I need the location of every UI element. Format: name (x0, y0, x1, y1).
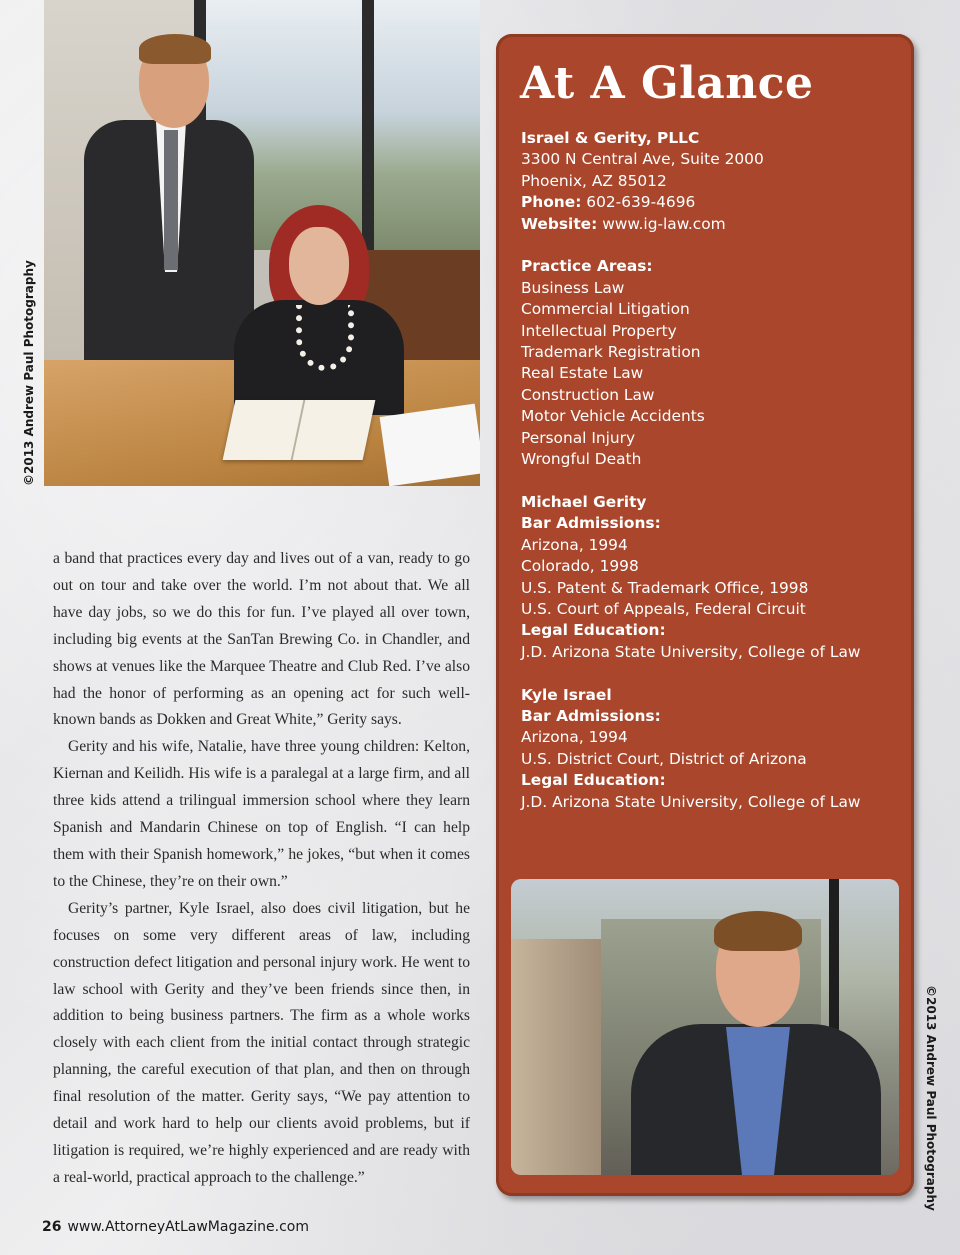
legal-education: J.D. Arizona State University, College of Law (521, 642, 861, 661)
bar-admissions-heading: Bar Admissions: (521, 514, 661, 533)
article-paragraph: Gerity and his wife, Natalie, have three young children: Kelton, Kiernan and Keilidh. His wife is a paralegal at a large firm, and all three kids attend a trilingual immersion school where they learn Spanish and Mandarin Chinese on top of English. “I can help them with their Spanish homework,” he jokes, “but when it comes to the Chinese, they’re on their own.” (53, 738, 470, 890)
attorney-name: Kyle Israel (521, 685, 612, 704)
address-line: 3300 N Central Ave, Suite 2000 (521, 150, 764, 169)
footer-website: www.AttorneyAtLawMagazine.com (67, 1219, 310, 1235)
attorney-name: Michael Gerity (521, 492, 647, 511)
bar-admission: U.S. District Court, District of Arizona (521, 749, 807, 768)
bar-admission: Arizona, 1994 (521, 728, 628, 747)
website-label: Website: (521, 214, 598, 233)
practice-area: Motor Vehicle Accidents (521, 407, 705, 426)
bar-admission: Colorado, 1998 (521, 557, 639, 576)
phone-label: Phone: (521, 193, 582, 212)
man-portrait-figure (631, 909, 881, 1175)
kyle-israel-photo (511, 879, 899, 1175)
phone-line (521, 192, 911, 213)
address-line: Phoenix, AZ 85012 (521, 171, 667, 190)
practice-area: Commercial Litigation (521, 300, 690, 319)
practice-areas-heading: Practice Areas: (521, 257, 653, 276)
article-paragraph: a band that practices every day and lives out of a van, ready to go out on tour and take over the world. I’m not about that. We all have day jobs, so we do this for fun. I’ve played all over town, including big events at the SanTan Brewing Co. in Chandler, and shows at venues like the Marquee Theatre and Club Red. I’ve also had the honor of performing as an opening act for such well-known bands as Dokken and Great White,” Gerity says. (53, 550, 470, 729)
practice-area: Intellectual Property (521, 321, 677, 340)
page-footer (42, 1219, 309, 1235)
photo-credit-bottom: ©2013 Andrew Paul Photography (924, 985, 938, 1211)
building-facade (511, 939, 603, 1175)
practice-area: Business Law (521, 278, 625, 297)
photo-credit-top: ©2013 Andrew Paul Photography (22, 260, 36, 486)
standing-man-figure (84, 40, 254, 400)
practice-area: Trademark Registration (521, 343, 701, 362)
legal-education-heading: Legal Education: (521, 771, 666, 790)
website-line (521, 214, 911, 235)
bar-admission: Arizona, 1994 (521, 535, 628, 554)
partners-photo (44, 0, 480, 486)
legal-education-heading: Legal Education: (521, 621, 666, 640)
article-paragraph: Gerity’s partner, Kyle Israel, also does civil litigation, but he focuses on some very different areas of law, including construction defect litigation and personal injury work. He went to law school with Gerity and they’ve been friends since then, in addition to being business partners. The firm as a whole works closely with each client from the initial contact through strategic planning, the careful execution of that plan, and then on through final resolution of the matter. Gerity says, “We pay attention to detail and work hard to help our clients avoid problems, but if litigation is required, we’re highly experienced and are ready with a real-world, practical approach to the challenge.” (53, 899, 470, 1186)
seated-woman-figure (234, 205, 404, 415)
glance-details (521, 128, 911, 813)
open-book (223, 400, 376, 460)
article-body (53, 546, 470, 1192)
glance-title: At A Glance (520, 58, 814, 109)
bar-admissions-heading: Bar Admissions: (521, 706, 661, 725)
bar-admission: U.S. Patent & Trademark Office, 1998 (521, 578, 809, 597)
bar-admission: U.S. Court of Appeals, Federal Circuit (521, 599, 806, 618)
page-number: 26 (42, 1219, 62, 1235)
papers (380, 404, 480, 486)
practice-area: Wrongful Death (521, 450, 642, 469)
practice-area: Personal Injury (521, 428, 636, 447)
legal-education: J.D. Arizona State University, College of Law (521, 792, 861, 811)
practice-area: Real Estate Law (521, 364, 644, 383)
practice-area: Construction Law (521, 385, 655, 404)
website-link[interactable]: www.ig-law.com (602, 214, 726, 233)
phone-number: 602-639-4696 (586, 193, 696, 212)
firm-name: Israel & Gerity, PLLC (521, 129, 700, 147)
